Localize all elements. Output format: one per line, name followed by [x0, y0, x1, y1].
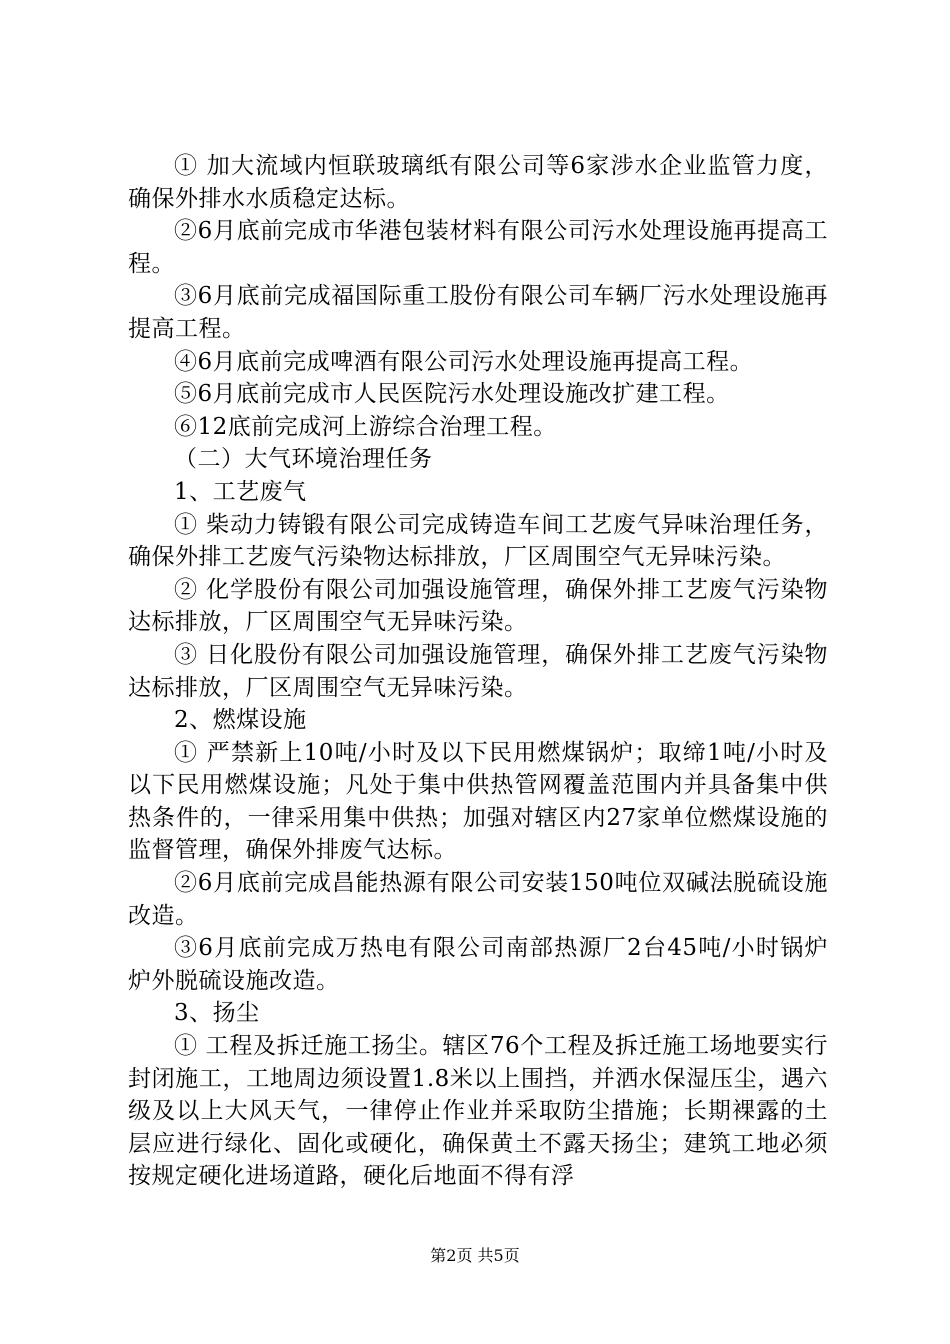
page-number-footer: 第2页 共5页 [430, 1246, 520, 1265]
paragraph-water-3: ③6月底前完成福国际重工股份有限公司车辆厂污水处理设施再提高工程。 [128, 283, 828, 342]
paragraph-gas-2: ② 化学股份有限公司加强设施管理，确保外排工艺废气污染物达标排放，厂区周围空气无异味污染。 [128, 576, 828, 636]
section-heading-air: （二）大气环境治理任务 [174, 446, 433, 473]
paragraph-water-6: ⑥12底前完成河上游综合治理工程。 [174, 413, 557, 440]
paragraph-water-4: ④6月底前完成啤酒有限公司污水处理设施再提高工程。 [174, 348, 754, 375]
document-body [128, 150, 828, 1193]
paragraph-coal-2: ②6月底前完成昌能热源有限公司安装150吨位双碱法脱硫设施改造。 [128, 870, 828, 929]
subheading-coal: 2、燃煤设施 [174, 707, 307, 734]
paragraph-dust-1: ① 工程及拆迁施工扬尘。辖区76个工程及拆迁施工场地要实行封闭施工，工地周边须设置1.8米以上围挡，并洒水保湿压尘，遇六级及以上大风天气，一律停止作业并采取防尘措施；长期裸露的土层应进行绿化、固化或硬化，确保黄土不露天扬尘；建筑工地必须按规定硬化进场道路，硬化后地面不得有浮 [128, 1033, 828, 1190]
paragraph-coal-1: ① 严禁新上10吨/小时及以下民用燃煤锅炉；取缔1吨/小时及以下民用燃煤设施；凡处于集中供热管网覆盖范围内并具备集中供热条件的，一律采用集中供热；加强对辖区内27家单位燃煤设施的监督管理，确保外排废气达标。 [128, 739, 828, 864]
paragraph-water-5: ⑤6月底前完成市人民医院污水处理设施改扩建工程。 [174, 381, 730, 408]
paragraph-gas-1: ① 柴动力铸锻有限公司完成铸造车间工艺废气异味治理任务，确保外排工艺废气污染物达标排放，厂区周围空气无异味污染。 [128, 511, 828, 571]
subheading-process-gas: 1、工艺废气 [174, 478, 307, 505]
paragraph-coal-3: ③6月底前完成万热电有限公司南部热源厂2台45吨/小时锅炉炉外脱硫设施改造。 [128, 935, 828, 994]
subheading-dust: 3、扬尘 [174, 1000, 260, 1027]
paragraph-water-2: ②6月底前完成市华港包装材料有限公司污水处理设施再提高工程。 [128, 218, 828, 277]
paragraph-water-1: ① 加大流域内恒联玻璃纸有限公司等6家涉水企业监管力度，确保外排水水质稳定达标。 [128, 153, 828, 212]
paragraph-gas-3: ③ 日化股份有限公司加强设施管理，确保外排工艺废气污染物达标排放，厂区周围空气无异味污染。 [128, 641, 828, 701]
